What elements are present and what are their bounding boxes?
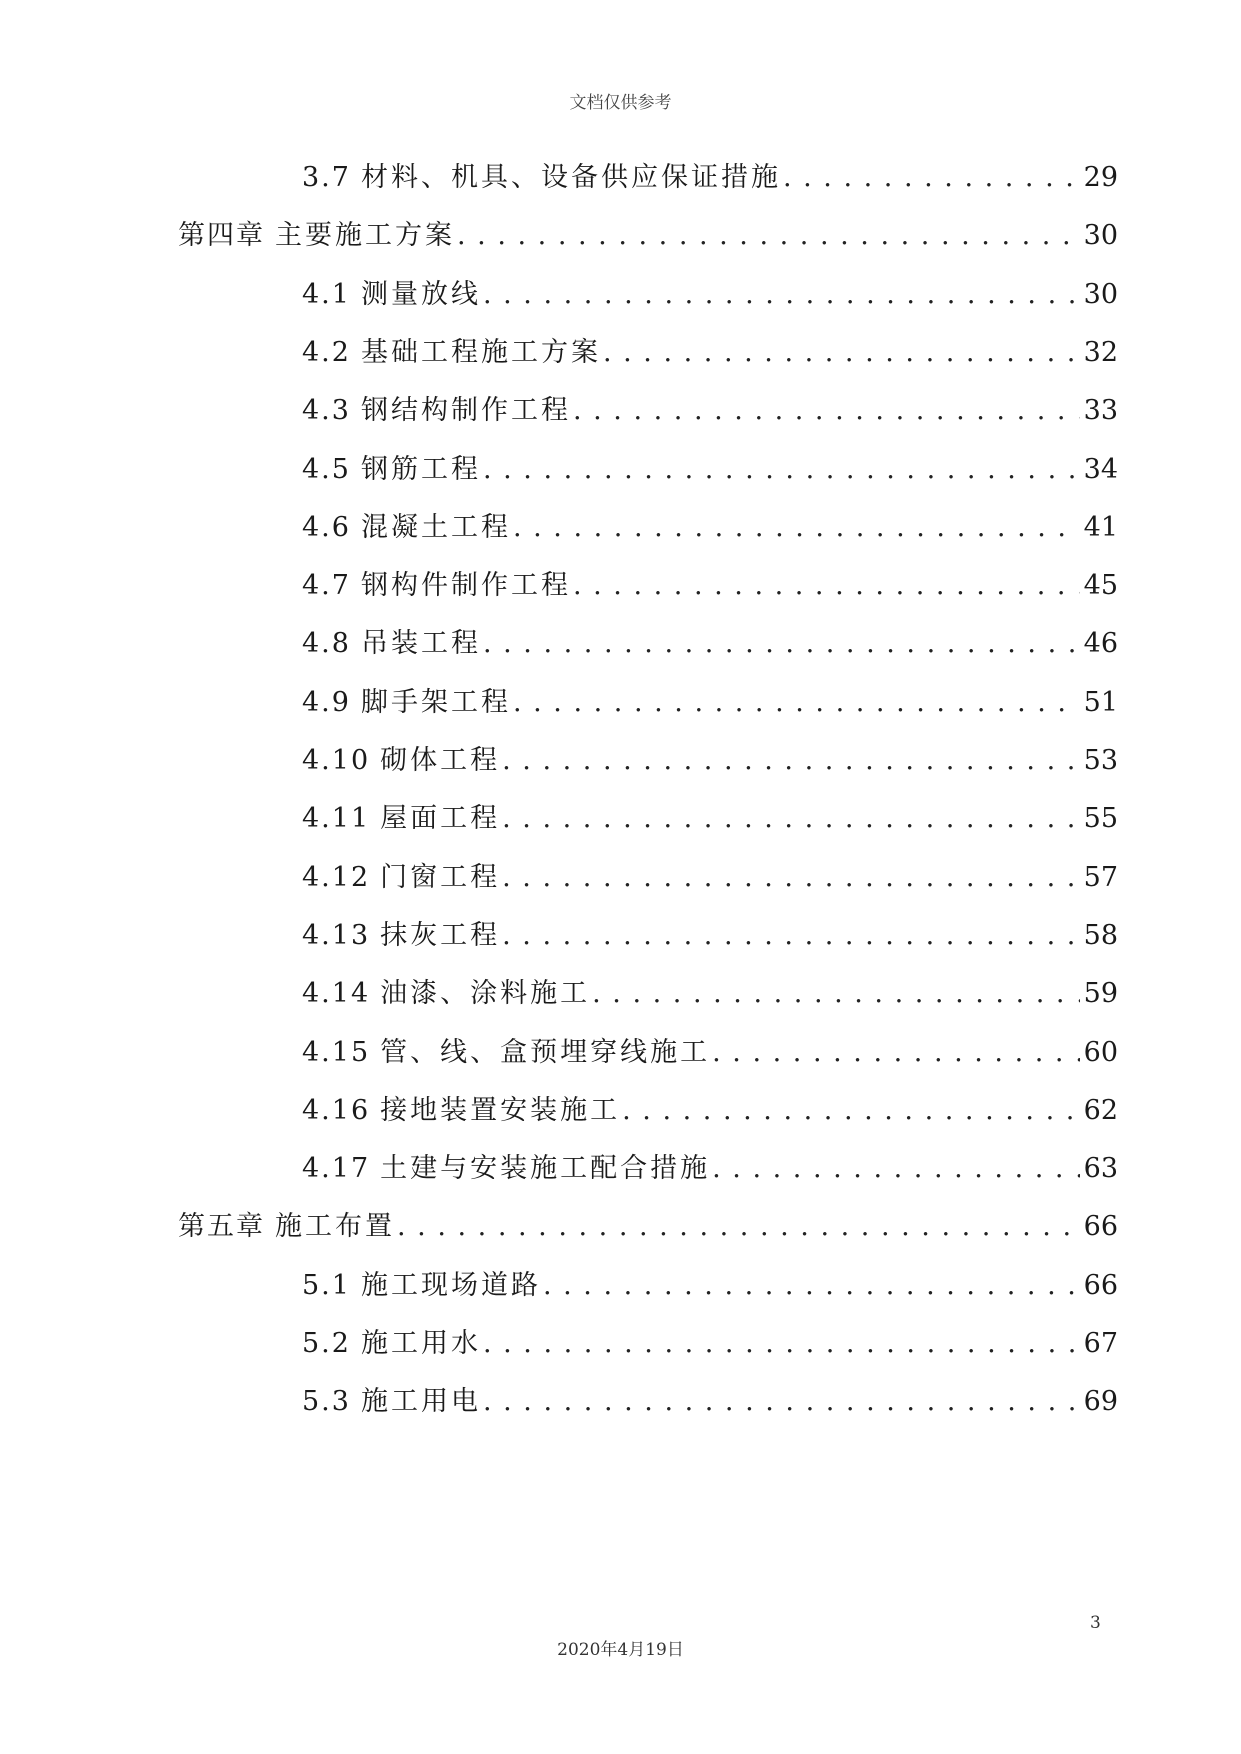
- page-footer-date: 2020年4月19日: [557, 1640, 684, 1660]
- toc-entry[interactable]: [302, 333, 1118, 373]
- toc-entry-title: 脚手架工程: [360, 686, 511, 718]
- toc-entry-title: 钢结构制作工程: [360, 395, 571, 427]
- toc-entry-number: 4.11: [302, 803, 371, 835]
- toc-dot-leader: [592, 974, 1080, 1014]
- toc-entry-title: 材料、机具、设备供应保证措施: [360, 162, 781, 193]
- toc-entry-number: 4.15: [302, 1036, 371, 1068]
- toc-dot-leader: [573, 391, 1080, 431]
- toc-dot-leader: [513, 508, 1080, 548]
- toc-entry-number: 4.9: [302, 686, 351, 718]
- toc-entry-title: 施工用水: [360, 1328, 481, 1359]
- toc-entry-title: 油漆、涂料施工: [380, 978, 591, 1010]
- toc-dot-leader: [513, 683, 1080, 723]
- toc-entry-title: 施工现场道路: [360, 1269, 541, 1301]
- toc-entry-number: 4.2: [302, 336, 351, 368]
- toc-entry-number: 5.2: [302, 1328, 351, 1359]
- toc-entry[interactable]: [302, 158, 1118, 198]
- toc-entry[interactable]: [302, 916, 1118, 956]
- toc-entry-page: 59: [1083, 978, 1118, 1010]
- toc-entry-title: 基础工程施工方案: [360, 336, 601, 368]
- toc-entry-page: 34: [1083, 453, 1118, 485]
- toc-entry[interactable]: [302, 566, 1118, 606]
- toc-dot-leader: [603, 333, 1080, 373]
- toc-entry-title: 钢构件制作工程: [360, 570, 571, 602]
- toc-entry-title: 砌体工程: [380, 745, 501, 776]
- toc-entry-page: 62: [1083, 1094, 1118, 1126]
- toc-entry-number: 第四章: [178, 220, 265, 252]
- toc-entry-page: 51: [1083, 686, 1118, 718]
- toc-entry-page: 45: [1083, 570, 1118, 602]
- toc-entry-title: 抹灰工程: [380, 919, 501, 951]
- toc-dot-leader: [483, 1382, 1080, 1422]
- toc-dot-leader: [483, 624, 1080, 664]
- toc-entry-title: 门窗工程: [380, 861, 501, 893]
- toc-entry-title: 土建与安装施工配合措施: [380, 1153, 711, 1185]
- toc-entry-page: 41: [1083, 511, 1118, 543]
- toc-entry-page: 29: [1083, 162, 1118, 193]
- toc-entry-number: 4.5: [302, 453, 351, 485]
- toc-dot-leader: [622, 1091, 1080, 1131]
- toc-dot-leader: [502, 916, 1080, 956]
- toc-entry-page: 67: [1083, 1328, 1118, 1359]
- toc-entry[interactable]: [302, 275, 1118, 315]
- toc-dot-leader: [783, 158, 1080, 198]
- toc-entry[interactable]: [302, 450, 1118, 490]
- toc-entry-page: 55: [1083, 803, 1118, 835]
- toc-dot-leader: [483, 450, 1080, 490]
- toc-entry-page: 69: [1083, 1386, 1118, 1418]
- toc-entry[interactable]: [302, 1149, 1118, 1189]
- toc-entry[interactable]: [302, 624, 1118, 664]
- toc-entry-title: 吊装工程: [360, 628, 481, 660]
- toc-entry-number: 4.16: [302, 1094, 371, 1126]
- toc-entry[interactable]: [302, 391, 1118, 431]
- toc-entry-title: 施工布置: [275, 1211, 395, 1243]
- toc-entry[interactable]: [302, 1091, 1118, 1131]
- toc-entry-title: 屋面工程: [380, 803, 501, 835]
- page-number: 3: [1090, 1613, 1101, 1633]
- toc-entry[interactable]: [178, 216, 1118, 256]
- toc-entry-page: 63: [1083, 1153, 1118, 1185]
- toc-entry-page: 53: [1083, 745, 1118, 776]
- toc-entry-title: 管、线、盒预埋穿线施工: [380, 1036, 711, 1068]
- toc-dot-leader: [502, 799, 1080, 839]
- toc-entry-page: 46: [1083, 628, 1118, 660]
- toc-entry[interactable]: [302, 741, 1118, 781]
- toc-entry-number: 4.1: [302, 278, 351, 310]
- toc-entry[interactable]: [302, 1324, 1118, 1364]
- toc-entry-title: 接地装置安装施工: [380, 1094, 621, 1126]
- toc-entry[interactable]: [302, 683, 1118, 723]
- toc-dot-leader: [543, 1266, 1080, 1306]
- toc-entry-page: 57: [1083, 861, 1118, 893]
- toc-entry-title: 施工用电: [360, 1386, 481, 1418]
- toc-entry[interactable]: [302, 1382, 1118, 1422]
- toc-entry[interactable]: [302, 974, 1118, 1014]
- toc-entry-page: 60: [1083, 1036, 1118, 1068]
- toc-entry[interactable]: [178, 1207, 1118, 1247]
- toc-entry-number: 4.3: [302, 395, 351, 427]
- toc-entry-page: 30: [1083, 278, 1118, 310]
- toc-entry-page: 30: [1083, 220, 1118, 252]
- toc-entry-title: 主要施工方案: [275, 220, 455, 252]
- toc-entry-page: 66: [1083, 1269, 1118, 1301]
- toc-dot-leader: [573, 566, 1080, 606]
- toc-entry-title: 测量放线: [360, 278, 481, 310]
- toc-entry-page: 58: [1083, 919, 1118, 951]
- toc-entry-number: 4.17: [302, 1153, 371, 1185]
- page-header: 文档仅供参考: [569, 93, 672, 113]
- toc-entry-number: 3.7: [302, 162, 351, 193]
- toc-entry-number: 4.12: [302, 861, 371, 893]
- toc-dot-leader: [397, 1207, 1080, 1247]
- toc-entry-number: 4.10: [302, 745, 371, 776]
- toc-entry-number: 4.14: [302, 978, 371, 1010]
- toc-entry-number: 第五章: [178, 1211, 265, 1243]
- toc-entry-number: 5.1: [302, 1269, 351, 1301]
- toc-entry-number: 5.3: [302, 1386, 351, 1418]
- toc-dot-leader: [502, 741, 1080, 781]
- toc-dot-leader: [483, 275, 1080, 315]
- toc-entry[interactable]: [302, 858, 1118, 898]
- toc-entry[interactable]: [302, 508, 1118, 548]
- toc-entry-title: 钢筋工程: [360, 453, 481, 485]
- toc-entry[interactable]: [302, 1266, 1118, 1306]
- toc-dot-leader: [712, 1149, 1080, 1189]
- toc-entry-title: 混凝土工程: [360, 511, 511, 543]
- toc-entry-number: 4.8: [302, 628, 351, 660]
- toc-entry-number: 4.6: [302, 511, 351, 543]
- toc-entry[interactable]: [302, 1033, 1118, 1073]
- toc-dot-leader: [483, 1324, 1080, 1364]
- toc-dot-leader: [457, 216, 1080, 256]
- toc-dot-leader: [712, 1033, 1080, 1073]
- toc-dot-leader: [502, 858, 1080, 898]
- toc-entry-page: 32: [1083, 336, 1118, 368]
- toc-entry[interactable]: [302, 799, 1118, 839]
- toc-entry-page: 66: [1083, 1211, 1118, 1243]
- toc-entry-page: 33: [1083, 395, 1118, 427]
- toc-entry-number: 4.13: [302, 919, 371, 951]
- toc-entry-number: 4.7: [302, 570, 351, 602]
